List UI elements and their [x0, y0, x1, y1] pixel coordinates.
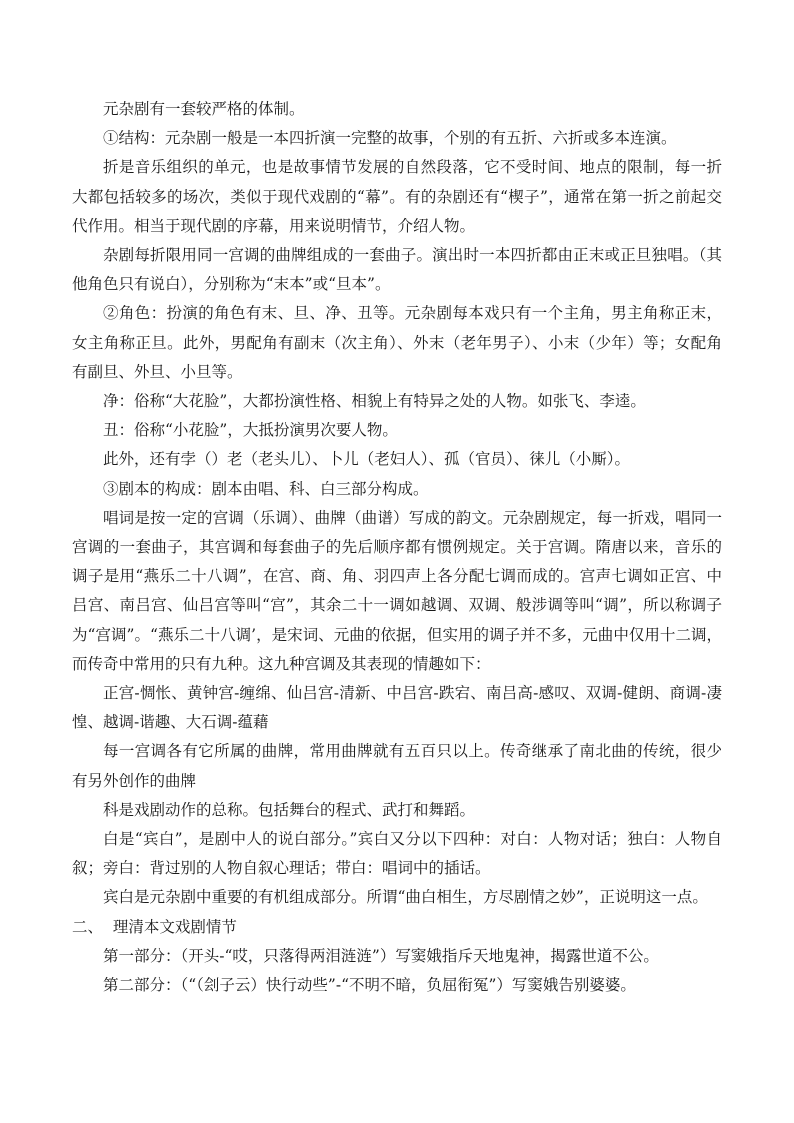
- paragraph-binbai-importance: 宾白是元杂剧中重要的有机组成部分。所谓“曲白相生，方尽剧情之妙”，正说明这一点。: [103, 888, 708, 907]
- paragraph-gongdiao-suite: 杂剧每折限用同一宫调的曲牌组成的一套曲子。演出时一本四折都由正末或正旦独唱。（其他角色只有说白），分别称为“末本”或“旦本”。: [72, 246, 722, 294]
- paragraph-intro: 元杂剧有一套较严格的体制。: [103, 100, 305, 118]
- paragraph-structure: ①结构：元杂剧一般是一本四折演一完整的故事，个别的有五折、六折或多本连演。: [103, 129, 677, 148]
- paragraph-ke: 科是戏剧动作的总称。包括舞台的程式、武打和舞蹈。: [103, 800, 476, 819]
- paragraph-nine-modes: 正宫-惆怅、黄钟宫-缠绵、仙吕宫-清新、中吕宫-跌宕、南吕高-感叹、双调-健朗、商调-凄惶、越调-谐趣、大石调-蕴藉: [72, 684, 722, 732]
- section-heading: 二、 理清本文戏剧情节: [72, 917, 237, 936]
- paragraph-other-roles: 此外，还有孛（）老（老头儿）、卜儿（老妇人）、孤（官员）、徕儿（小厮）。: [103, 450, 631, 469]
- plot-part-one: 第一部分：（开头-“哎，只落得两泪涟涟”）写窦娥指斥天地鬼神，揭露世道不公。: [103, 946, 659, 965]
- paragraph-script-structure: ③剧本的构成：剧本由唱、科、白三部分构成。: [103, 479, 429, 498]
- paragraph-zhe: 折是音乐组织的单元，也是故事情节发展的自然段落，它不受时间、地点的限制，每一折大都包括较多的场次，类似于现代戏剧的“幕”。有的杂剧还有“楔子”，通常在第一折之前起交代作用。相当于现代剧的序幕，用来说明情节，介绍人物。: [72, 158, 722, 235]
- paragraph-binbai: 白是“宾白”，是剧中人的说白部分。”宾白又分以下四种：对白：人物对话；独白：人物自叙；旁白：背过别的人物自叙心理话；带白：唱词中的插话。: [72, 830, 722, 878]
- paragraph-lyrics: 唱词是按一定的宫调（乐调）、曲牌（曲谱）写成的韵文。元杂剧规定，每一折戏，唱同一宫调的一套曲子，其宫调和每套曲子的先后顺序都有惯例规定。关于宫调。隋唐以来，音乐的调子是用“燕乐二十八调”，在宫、商、角、羽四声上各分配七调而成的。宫声七调如正宫、中吕宫、南吕宫、仙吕宫等叫“宫”，其余二十一调如越调、双调、般涉调等叫“调”，所以称调子为“宫调”。“燕乐二十八调’，是宋词、元曲的依据，但实用的调子并不多，元曲中仅用十二调，而传奇中常用的只有九种。这九种宫调及其表现的情趣如下：: [72, 508, 722, 673]
- paragraph-roles: ②角色：扮演的角色有末、旦、净、丑等。元杂剧每本戏只有一个主角，男主角称正末，女主角称正旦。此外，男配角有副末（次主角）、外末（老年男子）、小末（少年）等；女配角有副旦、外旦、小旦等。: [72, 304, 722, 381]
- paragraph-chou: 丑：俗称“小花脸”，大抵扮演男次要人物。: [103, 421, 398, 440]
- paragraph-qupai: 每一宫调各有它所属的曲牌，常用曲牌就有五百只以上。传奇继承了南北曲的传统，很少有另外创作的曲牌: [72, 742, 722, 790]
- plot-part-two: 第二部分：（“（刽子云）快行动些”-“不明不暗，负屈衔冤”）写窦娥告别婆婆。: [103, 976, 636, 995]
- paragraph-jing: 净：俗称“大花脸”，大都扮演性格、相貌上有特异之处的人物。如张飞、李逵。: [103, 392, 646, 411]
- document-body: [72, 95, 722, 1000]
